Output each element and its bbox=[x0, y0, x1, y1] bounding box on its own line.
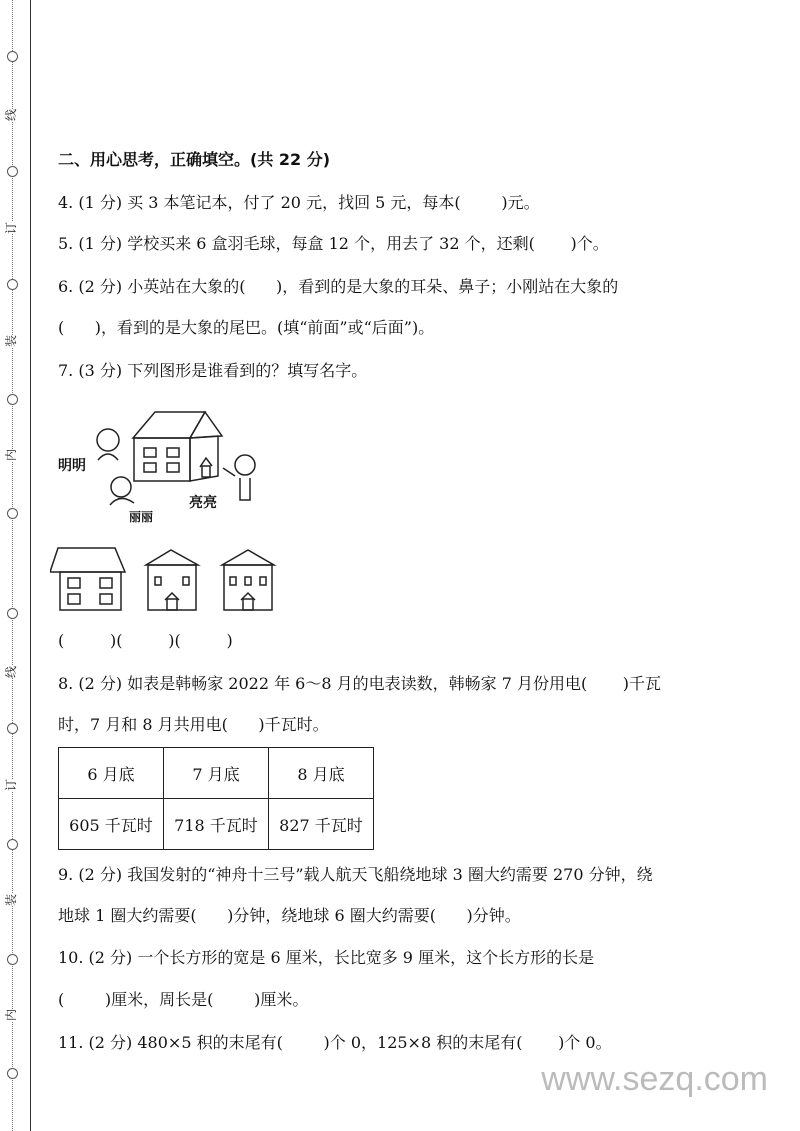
binding-hole-icon bbox=[7, 508, 18, 519]
margin-label: 装 bbox=[4, 893, 19, 907]
question-6-cont: ( )，看到的是大象的尾巴。(填“前面”或“后面”)。 bbox=[58, 318, 435, 337]
table-header: 7 月底 bbox=[164, 748, 269, 799]
margin-rule bbox=[30, 0, 31, 1131]
watermark: www.sezq.com bbox=[541, 1060, 768, 1098]
question-10-cont: ( )厘米，周长是( )厘米。 bbox=[58, 990, 309, 1009]
name-mingming: 明明 bbox=[58, 458, 86, 474]
question-7: 7. (3 分) 下列图形是谁看到的？填写名字。 bbox=[58, 361, 368, 380]
question-7-answers: ( )( )( ) bbox=[58, 631, 233, 650]
meter-reading-table bbox=[58, 747, 374, 850]
question-8-cont: 时，7 月和 8 月共用电( )千瓦时。 bbox=[58, 715, 329, 734]
question-9: 9. (2 分) 我国发射的“神舟十三号”载人航天飞船绕地球 3 圈大约需要 270 分钟，绕 bbox=[58, 865, 653, 884]
margin-label: 线 bbox=[4, 665, 19, 679]
question-6: 6. (2 分) 小英站在大象的( )，看到的是大象的耳朵、鼻子；小刚站在大象的 bbox=[58, 277, 619, 296]
binding-hole-icon bbox=[7, 839, 18, 850]
table-row bbox=[59, 799, 374, 850]
table-cell: 605 千瓦时 bbox=[59, 799, 164, 850]
question-9-cont: 地球 1 圈大约需要( )分钟，绕地球 6 圈大约需要( )分钟。 bbox=[58, 906, 521, 925]
binding-hole-icon bbox=[7, 279, 18, 290]
binding-hole-icon bbox=[7, 723, 18, 734]
table-row bbox=[59, 748, 374, 799]
margin-label: 内 bbox=[4, 1008, 19, 1022]
binding-hole-icon bbox=[7, 394, 18, 405]
binding-hole-icon bbox=[7, 166, 18, 177]
name-liangliang: 亮亮 bbox=[189, 495, 217, 511]
binding-hole-icon bbox=[7, 51, 18, 62]
table-cell: 718 千瓦时 bbox=[164, 799, 269, 850]
binding-hole-icon bbox=[7, 608, 18, 619]
question-5: 5. (1 分) 学校买来 6 盒羽毛球，每盒 12 个，用去了 32 个，还剩( )个。 bbox=[58, 234, 609, 253]
margin-label: 订 bbox=[4, 221, 19, 235]
margin-label: 装 bbox=[4, 334, 19, 348]
section-title: 二、用心思考，正确填空。(共 22 分) bbox=[58, 150, 331, 169]
question-8: 8. (2 分) 如表是韩畅家 2022 年 6～8 月的电表读数，韩畅家 7 月份用电( )千瓦 bbox=[58, 674, 662, 693]
margin-label: 订 bbox=[4, 778, 19, 792]
margin-label: 线 bbox=[4, 108, 19, 122]
name-lili: 丽丽 bbox=[129, 510, 154, 524]
table-header: 8 月底 bbox=[269, 748, 374, 799]
binding-hole-icon bbox=[7, 954, 18, 965]
binding-hole-icon bbox=[7, 1068, 18, 1079]
table-header: 6 月底 bbox=[59, 748, 164, 799]
question-4: 4. (1 分) 买 3 本笔记本，付了 20 元，找回 5 元，每本( )元。 bbox=[58, 193, 540, 212]
question-11: 11. (2 分) 480×5 积的末尾有( )个 0，125×8 积的末尾有( )个 0。 bbox=[58, 1033, 612, 1052]
question-10: 10. (2 分) 一个长方形的宽是 6 厘米，长比宽多 9 厘米，这个长方形的长是 bbox=[58, 948, 595, 967]
margin-label: 内 bbox=[4, 448, 19, 462]
table-cell: 827 千瓦时 bbox=[269, 799, 374, 850]
